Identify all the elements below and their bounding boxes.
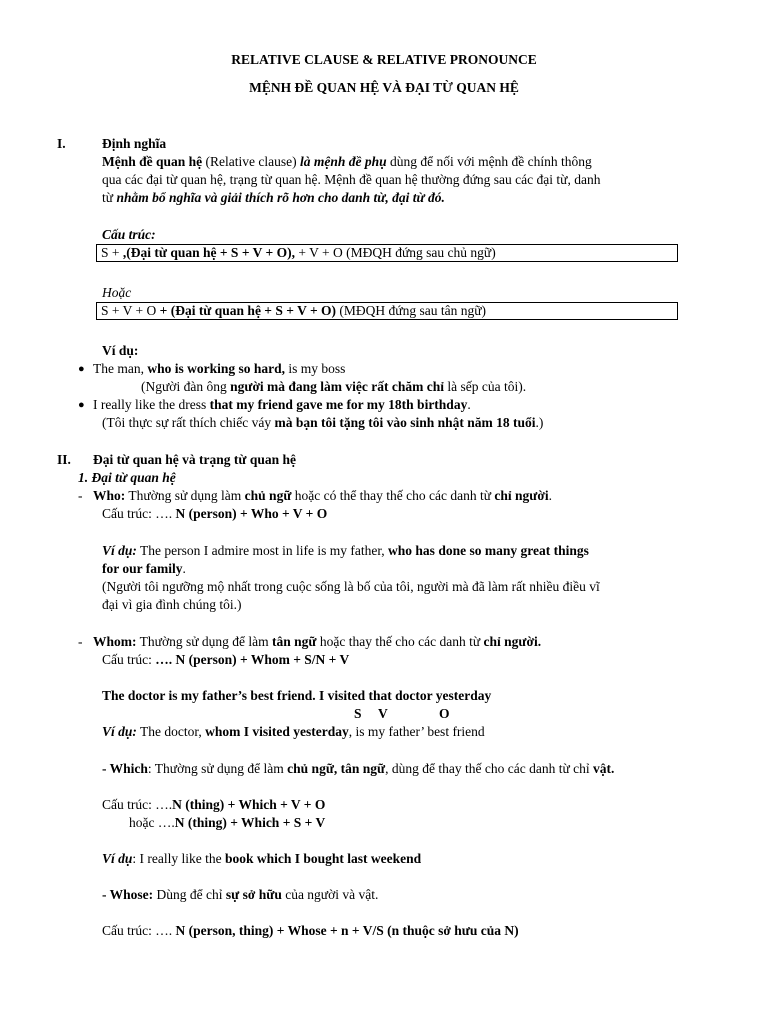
whom-dash: - [78,634,83,649]
definition-line-2: qua các đại từ quan hệ, trạng từ quan hệ. Mệnh đề quan hệ thường đứng sau các đại từ, danh [102,172,601,187]
text: hoặc thay thế cho các danh từ [316,634,484,649]
text: Cấu trúc: …. [102,923,176,938]
text: - [102,761,110,776]
example-label: Ví dụ: [102,343,139,358]
section-1-heading: Định nghĩa [102,136,167,151]
term: chủ ngữ, tân ngữ [287,761,386,776]
formula: N (thing) + Which + V + O [172,797,326,812]
text: Cấu trúc: …. [102,506,176,521]
text: : I really like the [132,851,225,866]
text: (MĐQH đứng sau tân ngữ) [336,303,487,318]
example-label: Ví dụ [102,851,133,866]
clause: người mà đang làm việc rất chăm chỉ [230,379,445,394]
term: chỉ người. [483,634,542,649]
text: . [467,397,471,412]
who-translation-1: (Người tôi ngưỡng mộ nhất trong cuộc sống là bố của tôi, người mà đã làm rất nhiều điều vĩ [102,579,600,594]
text: The man, [93,361,148,376]
who-example [102,542,589,560]
formula: N (person, thing) + Whose + n + V/S (n thuộc sở hưu của N) [175,923,519,938]
text: Cấu trúc: [102,652,156,667]
text: Dùng để chỉ [153,887,226,902]
whose-structure [102,922,519,940]
clause: who has done so many great things [388,543,589,558]
example-label: Ví dụ: [102,543,137,558]
who-structure [102,505,327,523]
bullet-icon: ● [78,363,85,375]
example-label: Ví dụ: [102,724,137,739]
definition-line-3 [102,189,445,207]
text: Thường sử dụng làm [125,488,245,503]
whose-definition [102,886,378,904]
example-2-translation [102,414,543,432]
text: là sếp của tôi). [444,379,527,394]
text: I really like the dress [93,397,210,412]
text: The person I admire most in life is my father, [136,543,389,558]
text: hoặc có thể thay thế cho các danh từ [291,488,495,503]
which-structure [102,796,325,814]
formula: ,(Đại từ quan hệ + S + V + O), [122,245,295,260]
emphasis: là mệnh đề phụ [300,154,387,169]
whom-verb-marker: V [378,706,388,721]
subsection-1-heading: 1. Đại từ quan hệ [78,470,176,485]
title-vietnamese: MỆNH ĐỀ QUAN HỆ VÀ ĐẠI TỪ QUAN HỆ [249,80,519,95]
formula: N (thing) + Which + S + V [174,815,326,830]
section-2-heading: Đại từ quan hệ và trạng từ quan hệ [93,452,296,467]
term: vật. [593,761,615,776]
who-definition [93,487,552,505]
emphasis: nhằm bổ nghĩa và giải thích rõ hơn cho danh từ, đại từ đó. [116,190,445,205]
text: is my boss [285,361,346,376]
text: , is my father’ best friend [348,724,485,739]
keyword: - Whose: [102,887,154,902]
whom-structure [102,651,349,669]
which-example [102,850,421,868]
formula: …. N (person) + Whom + S/N + V [155,652,350,667]
which-definition [102,760,614,778]
text: , dùng để thay thế cho các danh từ chỉ [385,761,594,776]
text: hoặc …. [129,815,175,830]
formula: + (Đại từ quan hệ + S + V + O) [159,303,337,318]
keyword: Whom: [93,634,137,649]
text: S + [101,245,123,260]
example-1 [93,360,345,378]
section-1-number: I. [57,136,66,151]
formula: N (person) + Who + V + O [175,506,328,521]
whom-object-marker: O [439,706,450,721]
title-english: RELATIVE CLAUSE & RELATIVE PRONOUNCE [231,52,537,67]
structure-label: Cấu trúc: [102,227,156,242]
clause: whom I visited yesterday [205,724,349,739]
who-translation-2: đại vì gia đình chúng tôi.) [102,597,242,612]
who-example-cont [102,560,186,578]
keyword: Which [109,761,148,776]
text: của người và vật. [281,887,379,902]
text: dùng để nối với mệnh đề chính thông [386,154,592,169]
whom-sentence: The doctor is my father’s best friend. I visited that doctor yesterday [102,688,492,703]
clause: book which I bought last weekend [224,851,422,866]
text: từ [102,190,117,205]
clause: for our family [102,561,183,576]
text: The doctor, [136,724,206,739]
text: : Thường sử dụng để làm [147,761,288,776]
whom-definition [93,633,541,651]
text: (Tôi thực sự rất thích chiếc váy [102,415,275,430]
term: chủ ngữ [244,488,292,503]
term: Mệnh đề quan hệ [102,154,203,169]
text: Cấu trúc: …. [102,797,173,812]
term: chỉ người [494,488,549,503]
which-structure-alt [129,814,325,832]
example-1-translation [141,378,526,396]
text: .) [535,415,544,430]
text: . [548,488,552,503]
text: . [182,561,186,576]
structure-box-2 [96,302,678,320]
whom-example [102,723,485,741]
who-dash: - [78,488,83,503]
clause: mà bạn tôi tặng tôi vào sinh nhật năm 18 tuổi [274,415,536,430]
example-2 [93,396,471,414]
text: (Người đàn ông [141,379,231,394]
clause: who is working so hard, [147,361,286,376]
term: tân ngữ [272,634,317,649]
structure-box-1 [96,244,678,262]
definition-line-1 [102,153,592,171]
text: S + V + O [101,303,160,318]
keyword: Who: [93,488,126,503]
section-2-number: II. [57,452,71,467]
text: + V + O (MĐQH đứng sau chủ ngữ) [294,245,496,260]
text: Thường sử dụng để làm [136,634,273,649]
text: (Relative clause) [202,154,300,169]
or-label: Hoặc [102,285,132,300]
bullet-icon: ● [78,399,85,411]
whom-subject-marker: S [354,706,362,721]
clause: that my friend gave me for my 18th birthday [209,397,468,412]
term: sự sở hữu [225,887,282,902]
